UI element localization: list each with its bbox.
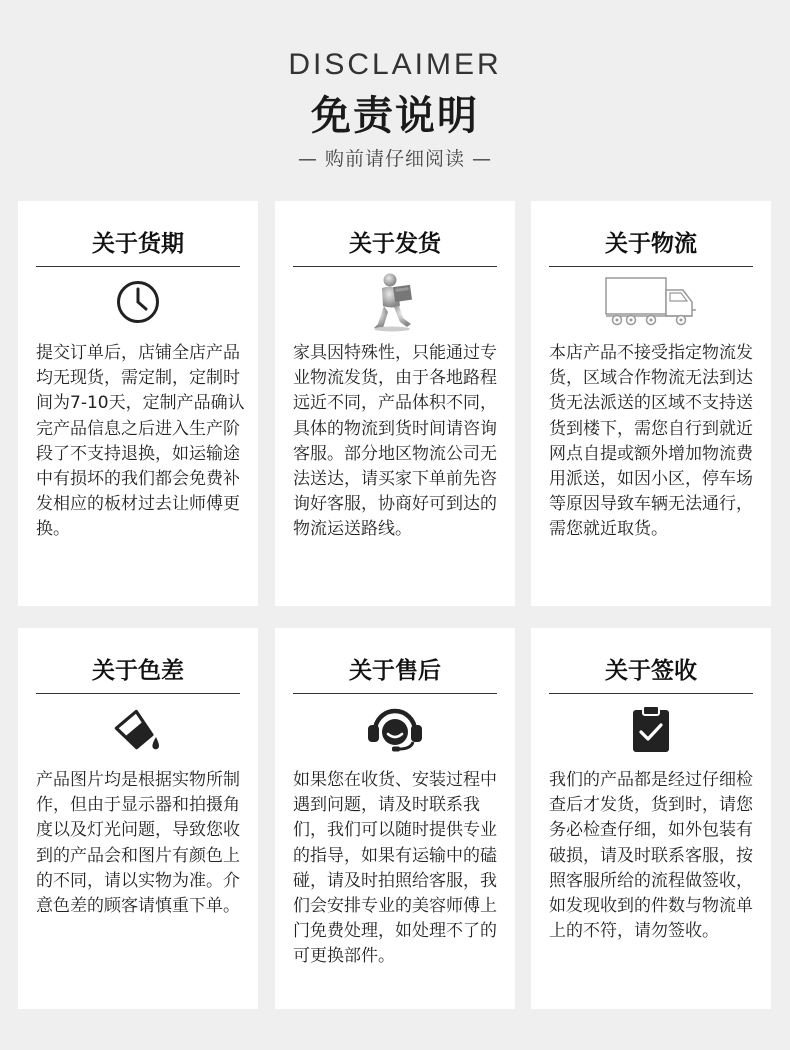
card-color-difference	[18, 628, 258, 1009]
truck-icon	[531, 269, 771, 335]
card-signing	[531, 628, 771, 1009]
card-shipping	[275, 201, 515, 606]
delivery-person-icon	[275, 269, 515, 335]
card-body: 如果您在收货、安装过程中遇到问题，请及时联系我们，我们可以随时提供专业的指导，如果有运输中的磕碰，请及时拍照给客服，我们会安排专业的美容师傅上门免费处理，如处理不了的可更换部件。	[293, 770, 497, 967]
card-title: 关于售后	[293, 652, 497, 694]
headset-icon	[275, 696, 515, 762]
card-title: 关于货期	[36, 225, 240, 267]
card-body: 产品图片均是根据实物所制作，但由于显示器和拍摄角度以及灯光问题，导致您收到的产品会和图片有颜色上的不同，请以实物为准。介意色差的顾客请慎重下单。	[36, 770, 240, 917]
card-body: 家具因特殊性，只能通过专业物流发货，由于各地路程远近不同，产品体积不同，具体的物流到货时间请咨询客服。部分地区物流公司无法送达，请买家下单前先咨询好客服，协商好可到达的物流运送路线。	[293, 343, 497, 540]
clock-icon	[18, 269, 258, 335]
disclaimer-header	[0, 0, 790, 200]
card-delivery-time	[18, 201, 258, 606]
header-english-title: DISCLAIMER	[288, 48, 502, 81]
card-body: 提交订单后，店铺全店产品均无现货，需定制，定制时间为7-10天，定制产品确认完产品信息之后进入生产阶段了不支持退换，如运输途中有损坏的我们都会免费补发相应的板材过去让师傅更换。	[36, 343, 245, 540]
clipboard-check-icon	[531, 696, 771, 762]
card-title: 关于物流	[549, 225, 753, 267]
card-logistics	[531, 201, 771, 606]
header-subtitle: — 购前请仔细阅读 —	[297, 148, 493, 170]
paint-bucket-icon	[18, 696, 258, 762]
card-after-sales	[275, 628, 515, 1009]
card-title: 关于签收	[549, 652, 753, 694]
card-body: 我们的产品都是经过仔细检查后才发货，货到时，请您务必检查仔细，如外包装有破损，请及时联系客服，按照客服所给的流程做签收，如发现收到的件数与物流单上的不符，请勿签收。	[549, 770, 753, 942]
header-chinese-title: 免责说明	[311, 93, 479, 139]
card-title: 关于发货	[293, 225, 497, 267]
card-title: 关于色差	[36, 652, 240, 694]
card-body: 本店产品不接受指定物流发货，区域合作物流无法到达货无法派送的区域不支持送货到楼下，需您自行到就近网点自提或额外增加物流费用派送，如因小区，停车场等原因导致车辆无法通行，需您就近取货。	[549, 343, 753, 540]
